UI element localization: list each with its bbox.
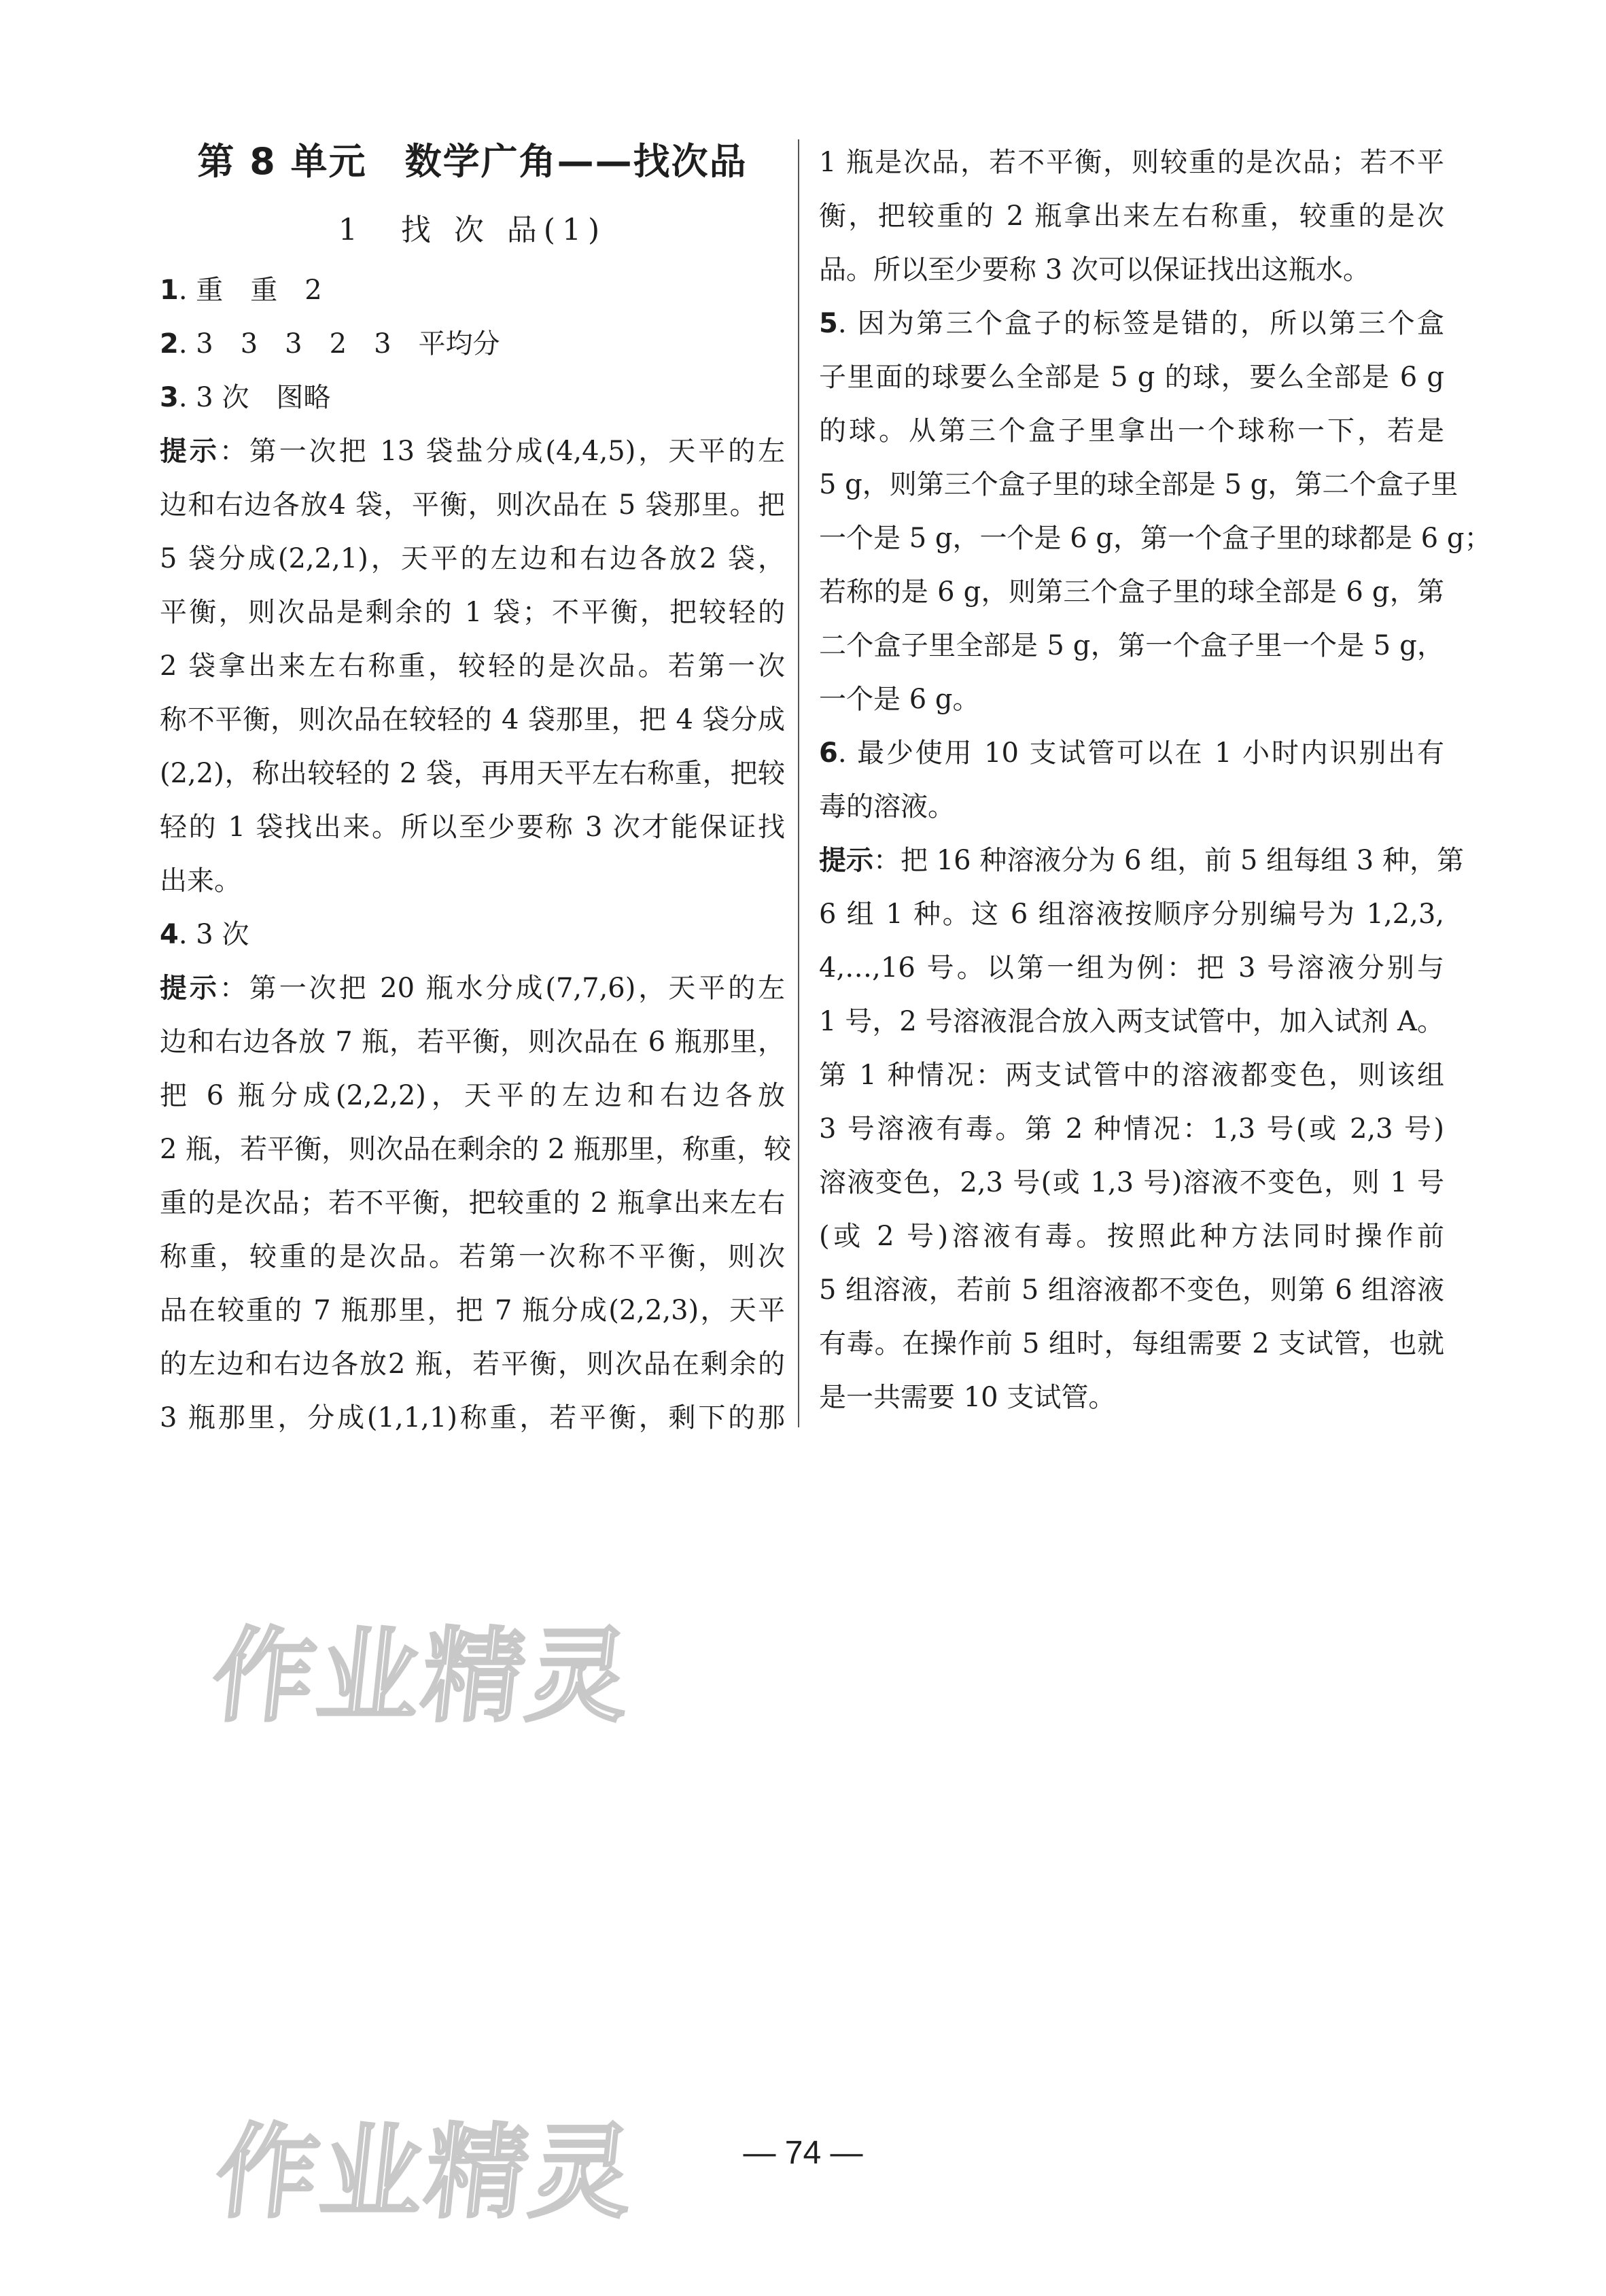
answer-text: . 3 次 图略 [178,382,331,413]
unit-title: 第 8 单元 数学广角——找次品 [197,140,748,183]
hint-line: 5 组溶液，若前 5 组溶液都不变色，则第 6 组溶液 [819,1274,1444,1306]
hint-line: 2 袋拿出来左右称重，较轻的是次品。若第一次 [160,650,785,682]
hint-line: 6 组 1 种。这 6 组溶液按顺序分别编号为 1,2,3, [819,899,1444,930]
text-line: 1 瓶是次品，若不平衡，则较重的是次品；若不平 [819,147,1444,178]
hint-label: 提示 [819,845,873,876]
column-divider [798,139,799,1427]
hint-6 [819,834,1464,1425]
hint-line: 3 号溶液有毒。第 2 种情况：1,3 号(或 2,3 号) [819,1113,1444,1145]
hint-line: 3 瓶那里，分成(1,1,1)称重，若平衡，剩下的那 [160,1402,785,1433]
text-line: 二个盒子里全部是 5 g，第一个盒子里一个是 5 g， [819,630,1444,661]
right-column [819,136,1492,1425]
answer-3 [160,371,785,425]
text-line: 6. 最少使用 10 支试管可以在 1 小时内识别出有 [819,737,1444,769]
text-line: 5 g，则第三个盒子里的球全部是 5 g，第二个盒子里 [819,469,1459,500]
hint-line: 有毒。在操作前 5 组时，每组需要 2 支试管，也就 [819,1328,1444,1359]
answer-4-continued [819,136,1444,297]
hint-3 [160,425,785,908]
answer-number: 3 [160,382,179,413]
answer-2 [160,317,785,371]
text-line: 5. 因为第三个盒子的标签是错的，所以第三个盒 [819,308,1444,339]
hint-line: 是一共需要 10 支试管。 [819,1382,1116,1413]
watermark: 作业精灵 [210,2114,642,2232]
answer-text: . 3 次 [178,919,249,950]
answer-5 [819,297,1492,727]
text-line: 若称的是 6 g，则第三个盒子里的球全部是 6 g，第 [819,576,1444,608]
hint-4 [160,962,792,1445]
watermark: 作业精灵 [207,1618,638,1736]
hint-line: 5 袋分成(2,2,1)，天平的左边和右边各放2 袋， [160,543,785,574]
text-line: 子里面的球要么全部是 5 g 的球，要么全部是 6 g [819,362,1444,393]
text-line: 一个是 5 g，一个是 6 g，第一个盒子里的球都是 6 g； [819,523,1492,554]
answer-number: 6 [819,737,838,769]
hint-line: 的左边和右边各放2 瓶，若平衡，则次品在剩余的 [160,1349,785,1380]
hint-line: 4,…,16 号。以第一组为例：把 3 号溶液分别与 [819,952,1444,984]
answer-4 [160,908,785,962]
hint-line: 把 6 瓶分成(2,2,2)，天平的左边和右边各放 [160,1080,785,1111]
hint-line: 提示：第一次把 13 袋盐分成(4,4,5)，天平的左 [160,436,785,467]
text-line: 毒的溶液。 [819,791,955,822]
hint-line: 出来。 [160,865,241,897]
hint-label: 提示 [160,973,220,1004]
text-line: 衡，把较重的 2 瓶拿出来左右称重，较重的是次 [819,201,1444,232]
hint-line: (或 2 号)溶液有毒。按照此种方法同时操作前 [819,1221,1444,1252]
answer-6 [819,727,1444,834]
text-line: 一个是 6 g。 [819,684,980,715]
hint-line: 提示：把 16 种溶液分为 6 组，前 5 组每组 3 种，第 [819,845,1464,876]
answer-text: . 重 重 2 [178,275,322,306]
answer-number: 1 [160,275,179,306]
hint-line: 第 1 种情况：两支试管中的溶液都变色，则该组 [819,1060,1444,1091]
answer-number: 5 [819,308,838,339]
answer-1 [160,264,785,317]
answer-number: 2 [160,328,179,360]
hint-line: 品在较重的 7 瓶那里，把 7 瓶分成(2,2,3)，天平 [160,1295,785,1326]
answer-number: 4 [160,919,179,950]
text-line: 品。所以至少要称 3 次可以保证找出这瓶水。 [819,254,1370,285]
section-title: 1 找 次 品(1) [338,213,607,247]
answer-text: . 3 3 3 2 3 平均分 [178,328,500,360]
hint-line: 称重，较重的是次品。若第一次称不平衡，则次 [160,1241,785,1272]
hint-line: 边和右边各放4 袋，平衡，则次品在 5 袋那里。把 [160,489,785,521]
hint-line: 1 号，2 号溶液混合放入两支试管中，加入试剂 A。 [819,1006,1444,1037]
hint-line: 轻的 1 袋找出来。所以至少要称 3 次才能保证找 [160,812,785,843]
hint-line: 重的是次品；若不平衡，把较重的 2 瓶拿出来左右 [160,1187,785,1219]
hint-line: (2,2)，称出较轻的 2 袋，再用天平左右称重，把较 [160,758,785,789]
left-column [160,133,792,1445]
hint-line: 2 瓶，若平衡，则次品在剩余的 2 瓶那里，称重，较 [160,1134,792,1165]
hint-line: 平衡，则次品是剩余的 1 袋；不平衡，把较轻的 [160,597,785,628]
hint-line: 称不平衡，则次品在较轻的 4 袋那里，把 4 袋分成 [160,704,785,735]
hint-line: 边和右边各放 7 瓶，若平衡，则次品在 6 瓶那里， [160,1026,785,1058]
hint-label: 提示 [160,436,220,467]
page-number: — 74 — [743,2135,863,2171]
hint-line: 溶液变色，2,3 号(或 1,3 号)溶液不变色，则 1 号 [819,1167,1444,1198]
hint-line: 提示：第一次把 20 瓶水分成(7,7,6)，天平的左 [160,973,785,1004]
text-line: 的球。从第三个盒子里拿出一个球称一下，若是 [819,415,1444,447]
